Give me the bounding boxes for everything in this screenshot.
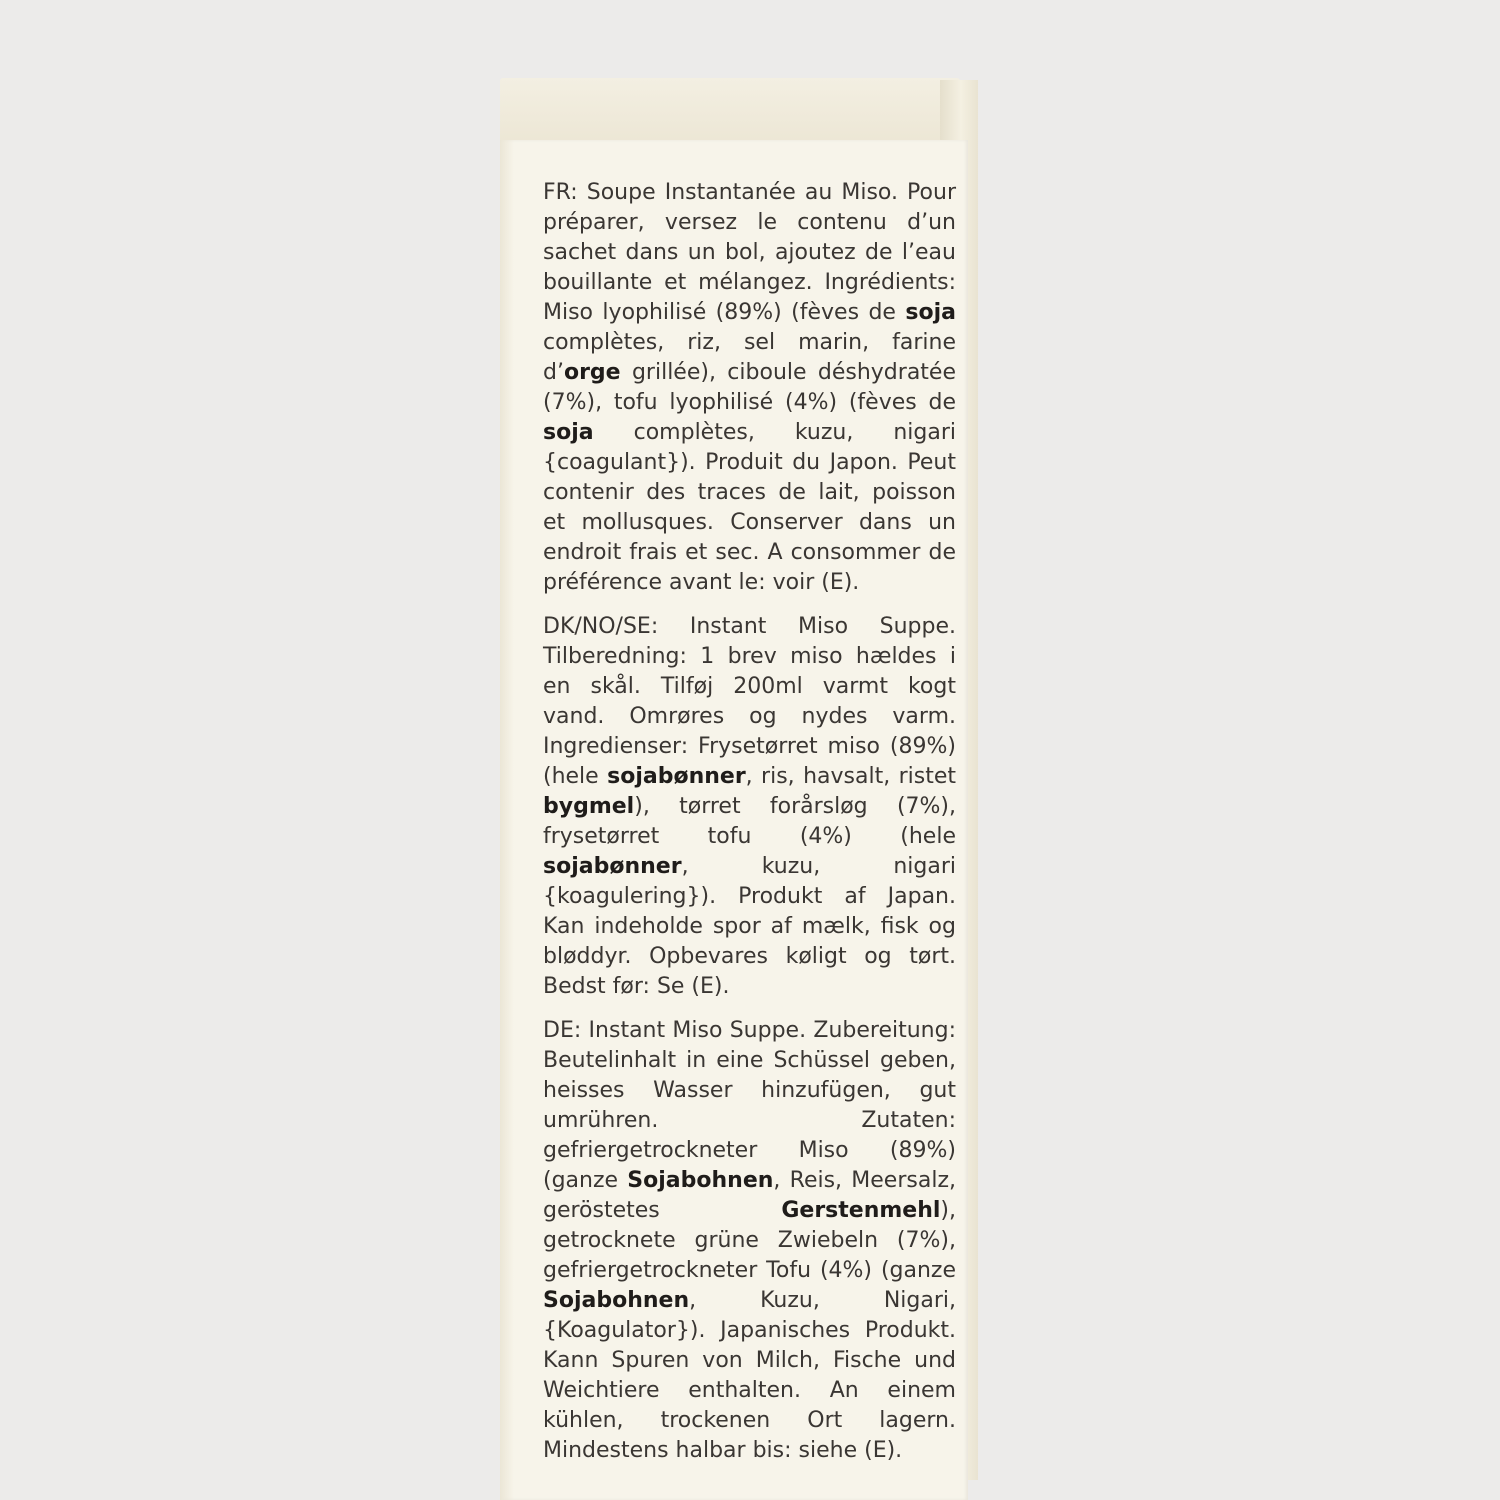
allergen-text: sojabønner <box>607 764 746 789</box>
allergen-text: soja <box>905 300 956 325</box>
label-text: DK/NO/SE: Instant Miso Suppe. Tilberedning: 1 brev miso hældes i en skål. Tilføj 200ml varmt kogt vand. Omrøres og nydes varm. Ingredienser: Frysetørret miso (89%) (hele <box>543 614 956 789</box>
allergen-text: Gerstenmehl <box>781 1198 941 1223</box>
label-paragraph-dk <box>543 612 956 1002</box>
box-top-flap <box>500 78 960 148</box>
allergen-text: bygmel <box>543 794 635 819</box>
label-text: FR: Soupe Instantanée au Miso. Pour préparer, versez le contenu d’un sachet dans un bol, ajoutez de l’eau bouillante et mélangez. Ingrédients: Miso lyophilisé (89%) (fèves de <box>543 180 956 325</box>
allergen-text: Sojabohnen <box>543 1288 690 1313</box>
label-text: ), tørret forårsløg (7%), frysetørret tofu (4%) (hele <box>543 794 956 849</box>
label-text: ), getrocknete grüne Zwiebeln (7%), gefriergetrockneter Tofu (4%) (ganze <box>543 1198 956 1283</box>
allergen-text: Sojabohnen <box>627 1168 774 1193</box>
allergen-text: sojabønner <box>543 854 682 879</box>
label-text: , Kuzu, Nigari, {Koagulator}). Japanisches Produkt. Kann Spuren von Milch, Fische und Weichtiere enthalten. An einem kühlen, trockenen Ort lagern. Mindestens halbar bis: siehe (E). <box>543 1288 956 1463</box>
label-paragraph-fr <box>543 178 956 598</box>
label-text: , ris, havsalt, ristet <box>745 764 956 789</box>
allergen-text: orge <box>563 360 621 385</box>
label-text: grillée), ciboule déshydratée (7%), tofu lyophilisé (4%) (fèves de <box>543 360 956 415</box>
label-text: , Reis, Meersalz, geröstetes <box>543 1168 956 1223</box>
label-paragraph-de <box>543 1016 956 1466</box>
label-text: , kuzu, nigari {koagulering}). Produkt af Japan. Kan indeholde spor af mælk, fisk og bløddyr. Opbevares køligt og tørt. Bedst før: Se (E). <box>543 854 956 999</box>
label-text: DE: Instant Miso Suppe. Zubereitung: Beutelinhalt in eine Schüssel geben, heisses Wasser hinzufügen, gut umrühren. Zutaten: gefriergetrockneter Miso (89%) (ganze <box>543 1018 956 1193</box>
label-text: complètes, kuzu, nigari {coagulant}). Produit du Japon. Peut contenir des traces de lait, poisson et mollusques. Conserver dans un endroit frais et sec. A consommer de préférence avant le: voir (E). <box>543 420 956 595</box>
ingredients-label <box>543 178 956 1480</box>
label-text: complètes, riz, sel marin, farine d’ <box>543 330 956 385</box>
allergen-text: soja <box>543 420 594 445</box>
